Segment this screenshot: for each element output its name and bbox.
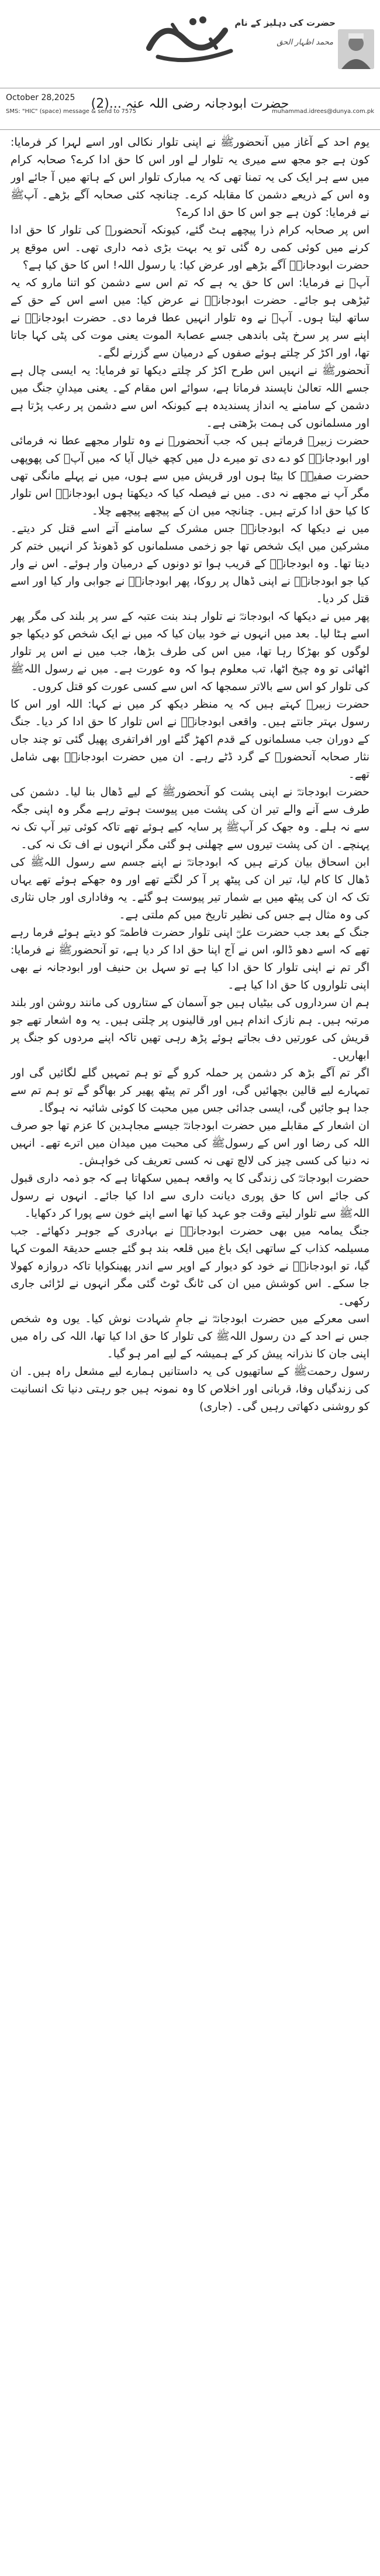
article-paragraph: حضرت زبیرؓ کہتے ہیں کہ یہ منظر دیکھ کر میں نے کہا: اللہ اور اس کا رسول بہتر جانتے ہیں۔ واقعی ابودجانہؓ نے اس تلوار کا حق ادا کر دیا۔ جنگ کے دوران جب مسلمانوں کے قدم اکھڑ گئے اور افراتفری پھیل گئی تو چند جاں نثار صحابہ آنحضورﷺ کے گرد ڈٹے رہے۔ ان میں حضرت ابودجانہؓ بھی شامل تھے۔ — [11, 698, 369, 781]
calligraphy-logo-icon — [137, 7, 243, 70]
author-name: محمد اظہار الحق — [277, 38, 333, 47]
article-paragraph: اگر تم آگے بڑھ کر دشمن پر حملہ کرو گے تو ہم تمہیں گلے لگائیں گی اور تمہارے لیے قالین بچھائیں گی، اور اگر تم پیٹھ پھیر کر بھاگو گے تو ہم تم سے جدا ہو جائیں گی، ایسی جدائی جس میں محبت کا کوئی شائبہ نہ ہوگا۔ — [11, 1066, 369, 1114]
headline-bar — [0, 88, 380, 130]
article-paragraph: میں نے دیکھا کہ ابودجانہؓ جس مشرک کے سامنے آتے اسے قتل کر دیتے۔ مشرکین میں ایک شخص تھا جو زخمی مسلمانوں کو ڈھونڈ کر انہیں ختم کر دیتا تھا۔ وہ ابودجانہؓ کے قریب ہوا تو دونوں کے درمیان وار ہوئے۔ اس نے وار کیا جو ابودجانہؓ نے اپنی ڈھال پر روکا، پھر ابودجانہؓ نے جوابی وار کیا اور اسے قتل کر دیا۔ — [11, 522, 369, 605]
column-name: حضرت کی دہلیز کے نام — [234, 18, 336, 28]
article-paragraph: حضرت ابودجانہؓ نے اپنی پشت کو آنحضورﷺ کے لیے ڈھال بنا لیا۔ دشمن کی طرف سے آنے والے تیر ان کی پشت میں پیوست ہوتے رہے مگر وہ اپنی جگہ سے نہ ہلے۔ وہ جھک کر آپﷺ پر سایہ کیے ہوئے تھے تاکہ کوئی تیر آپ تک نہ پہنچے۔ ان کی پشت تیروں سے چھلنی ہو گئی مگر انہوں نے اف تک نہ کی۔ — [11, 786, 369, 851]
article-paragraph: جنگ یمامہ میں بھی حضرت ابودجانہؓ نے بہادری کے جوہر دکھائے۔ جب مسیلمہ کذاب کے ساتھی ایک باغ میں قلعہ بند ہو گئے جسے حدیقۃ الموت کہا گیا، تو ابودجانہؓ نے خود کو دیوار کے اوپر سے اندر پھینکوایا تاکہ دروازہ کھولا جا سکے۔ اس کوشش میں ان کی ٹانگ ٹوٹ گئی مگر انہوں نے لڑائی جاری رکھی۔ — [11, 1224, 369, 1308]
author-box — [234, 6, 374, 82]
article-paragraph: ابن اسحاق بیان کرتے ہیں کہ ابودجانہؓ نے اپنے جسم سے رسول اللہﷺ کی ڈھال کا کام لیا، تیر ان کی پیٹھ پر آ کر لگتے تھے اور وہ جھکے ہوئے تھے یہاں تک کہ ان کی پیٹھ میں بے شمار تیر پیوست ہو گئے۔ یہ وفاداری اور جاں نثاری کی وہ مثال ہے جس کی نظیر تاریخ میں کم ملتی ہے۔ — [11, 856, 369, 921]
article-title: حضرت ابودجانہ رضی اللہ عنہ ...(2) — [91, 97, 289, 111]
article-body — [11, 133, 369, 2570]
masthead — [0, 0, 380, 88]
article-paragraph: حضرت زبیرؓ فرماتے ہیں کہ جب آنحضورﷺ نے وہ تلوار مجھے عطا نہ فرمائی اور ابودجانہؓ کو دے دی تو میرے دل میں کچھ خیال آیا کہ میں آپﷺ کی پھوپھی حضرت صفیہؓ کا بیٹا ہوں اور قریش میں سے ہوں، میں نے پہلے مانگی تھی مگر آپ نے مجھے نہ دی۔ میں نے فیصلہ کیا کہ دیکھتا ہوں ابودجانہؓ اس تلوار کا کیا حق ادا کرتے ہیں۔ چنانچہ میں ان کے پیچھے پیچھے چلا۔ — [11, 434, 369, 517]
newspaper-logo — [134, 5, 246, 72]
author-email[interactable]: muhammad.idrees@dunya.com.pk — [271, 108, 374, 115]
article-paragraph: جنگ کے بعد جب حضرت علیؓ اپنی تلوار حضرت فاطمہؓ کو دیتے ہوئے فرما رہے تھے کہ اسے دھو ڈالو، اس نے آج اپنا حق ادا کر دیا ہے، تو آنحضورﷺ نے فرمایا: اگر تم نے اپنی تلوار کا حق ادا کیا ہے تو سہل بن حنیف اور ابودجانہ نے بھی اپنی تلواروں کا حق ادا کیا ہے۔ — [11, 926, 369, 992]
article-paragraph: اس پر صحابہ کرام ذرا پیچھے ہٹ گئے، کیونکہ آنحضورﷺ کی تلوار کا حق ادا کرنے میں کوئی کمی رہ گئی تو یہ بہت بڑی ذمہ داری تھی۔ اس موقع پر حضرت ابودجانہؓ آگے بڑھے اور عرض کیا: یا رسول اللہ! اس کا حق کیا ہے؟ — [11, 224, 369, 272]
article-paragraph: یوم احد کے آغاز میں آنحضورﷺ نے اپنی تلوار نکالی اور اسے لہرا کر فرمایا: کون ہے جو مجھ سے میری یہ تلوار لے اور اس کا حق ادا کرے؟ صحابہ کرام میں سے ہر ایک کی یہ تمنا تھی کہ یہ مبارک تلوار اس کے ہاتھ میں آ جائے اور وہ اس کے ذریعے دشمن کا مقابلہ کرے۔ چنانچہ کئی صحابہ آگے بڑھے۔ آپﷺ نے فرمایا: کون ہے جو اس کا حق ادا کرے؟ — [11, 136, 369, 219]
article-paragraph: حضرت ابودجانہؓ کی زندگی کا یہ واقعہ ہمیں سکھاتا ہے کہ جو ذمہ داری قبول کی جائے اس کا حق پوری دیانت داری سے ادا کیا جائے۔ انہوں نے رسول اللہﷺ سے تلوار لیتے وقت جو عہد کیا تھا اسے اپنے خون سے پورا کر دکھایا۔ — [11, 1172, 369, 1220]
article-paragraph: آپﷺ نے فرمایا: اس کا حق یہ ہے کہ تم اس سے دشمن کو اتنا مارو کہ یہ ٹیڑھی ہو جائے۔ حضرت ابودجانہؓ نے عرض کیا: میں اسے اس کے حق کے ساتھ لیتا ہوں۔ آپﷺ نے وہ تلوار انہیں عطا فرما دی۔ حضرت ابودجانہؓ نے اپنے سر پر سرخ پٹی باندھی جسے عصابۃ الموت یعنی موت کی پٹی کہا جاتا تھا، اور اکڑ کر چلتے ہوئے صفوں کے درمیان سے گزرنے لگے۔ — [11, 276, 369, 359]
article-paragraph: ہم ان سرداروں کی بیٹیاں ہیں جو آسمان کے ستاروں کی مانند روشن اور بلند مرتبہ ہیں۔ ہم نازک اندام ہیں اور قالینوں پر چلتی ہیں۔ یہ وہ اشعار تھے جو قریش کی عورتیں دف بجاتے ہوئے پڑھ رہی تھیں تاکہ اپنے مردوں کو جنگ پر ابھاریں۔ — [11, 996, 369, 1062]
publish-date: October 28,2025 — [6, 93, 75, 102]
article-paragraph: اسی معرکے میں حضرت ابودجانہؓ نے جامِ شہادت نوش کیا۔ یوں وہ شخص جس نے احد کے دن رسول اللہﷺ کی تلوار کا حق ادا کیا تھا، اللہ کی راہ میں اپنی جان کا نذرانہ پیش کر کے ہمیشہ کے لیے امر ہو گیا۔ — [11, 1312, 369, 1360]
person-icon — [338, 29, 374, 69]
author-avatar — [338, 29, 374, 69]
article-paragraph: رسول رحمتﷺ کے ساتھیوں کی یہ داستانیں ہمارے لیے مشعل راہ ہیں۔ ان کی زندگیاں وفا، قربانی اور اخلاص کا وہ نمونہ ہیں جو رہتی دنیا تک انسانیت کو روشنی دکھاتی رہیں گی۔ (جاری) — [11, 1365, 369, 1413]
article-paragraph: پھر میں نے دیکھا کہ ابودجانہؓ نے تلوار ہند بنت عتبہ کے سر پر بلند کی مگر پھر اسے ہٹا لیا۔ بعد میں انہوں نے خود بیان کیا کہ میں نے ایک شخص کو دیکھا جو لوگوں کو بھڑکا رہا تھا، میں اس کی طرف بڑھا، جب میں نے اس پر تلوار اٹھائی تو وہ چیخ اٹھا، تب معلوم ہوا کہ وہ عورت ہے۔ میں نے رسول اللہﷺ کی تلوار کو اس سے بالاتر سمجھا کہ اس سے کسی عورت کو قتل کروں۔ — [11, 610, 369, 693]
article-paragraph: آنحضورﷺ نے انہیں اس طرح اکڑ کر چلتے دیکھا تو فرمایا: یہ ایسی چال ہے جسے اللہ تعالیٰ ناپسند فرماتا ہے، سوائے اس مقام کے۔ یعنی میدانِ جنگ میں دشمن کے سامنے یہ انداز پسندیدہ ہے کیونکہ اس سے دشمن پر رعب پڑتا ہے اور مسلمانوں کی ہمت بڑھتی ہے۔ — [11, 364, 369, 430]
sms-info: SMS: "HIC" (space) message & send to 7575 — [6, 108, 137, 115]
article-paragraph: ان اشعار کے مقابلے میں حضرت ابودجانہؓ جیسے مجاہدین کا عزم تھا جو صرف اللہ کی رضا اور اس کے رسولﷺ کی محبت میں میدان میں اترے تھے۔ انہیں نہ دنیا کی کسی چیز کی لالچ تھی نہ کسی تعریف کی خواہش۔ — [11, 1119, 369, 1167]
